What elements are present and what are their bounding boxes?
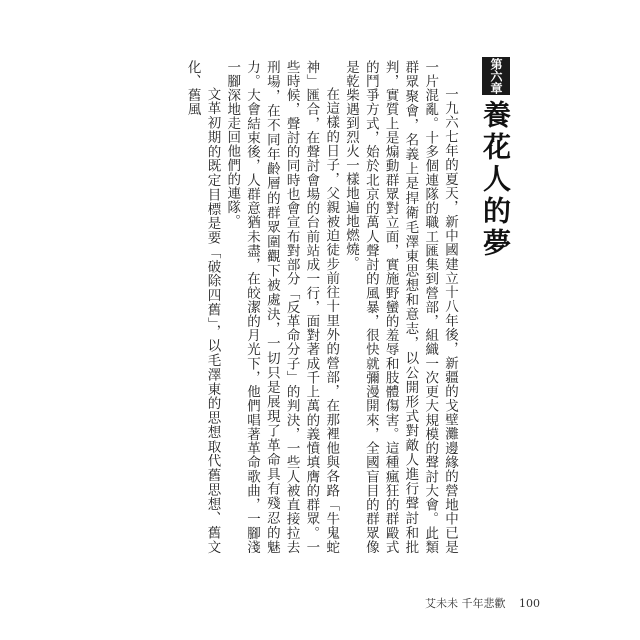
footer-book-title: 艾未未 千年悲歡	[425, 597, 506, 610]
paragraph: 文革初期的既定目標是要「破除四舊」，以毛澤東的思想取代舊思想、舊文化、舊風	[184, 60, 221, 554]
chapter-number-badge: 第六章	[482, 57, 510, 95]
page-number: 100	[519, 597, 540, 610]
page-footer	[425, 595, 540, 611]
paragraph: 一九六七年的夏天，新中國建立十八年後，新疆的戈壁灘邊緣的營地中已是一片混亂。十多個連隊的職工匯集到營部，組織一次更大規模的聲討大會。此類群眾聚會，名義上是捍衛毛澤東思想和意志，以公開形式對敵人進行聲討和批判，實質上是煽動群眾對立面，實施野蠻的羞辱和肢體傷害。這種瘋狂的群毆式的鬥爭方式，始於北京的萬人聲討的風暴，很快就彌漫開來，全國盲目的群眾像是乾柴遇到烈火一樣地遍地燃燒。	[343, 60, 458, 554]
chapter-title: 養花人的夢	[479, 100, 512, 260]
body-text	[182, 60, 459, 554]
paragraph: 在這樣的日子，父親被迫徒步前往十里外的營部，在那裡他與各路「牛鬼蛇神」匯合，在聲討會場的台前站成一行，面對著成千上萬的義憤填膺的群眾。一些時候，聲討的同時也會宣布對部分「反革命分子」的判決，一些人被直接拉去刑場，在不同年齡層的群眾圍觀下被處決，一切只是展現了革命具有殘忍的魅力。大會結束後，人群意猶未盡，在皎潔的月光下，他們唱著革命歌曲，一腳淺一腳深地走回他們的連隊。	[224, 60, 340, 554]
